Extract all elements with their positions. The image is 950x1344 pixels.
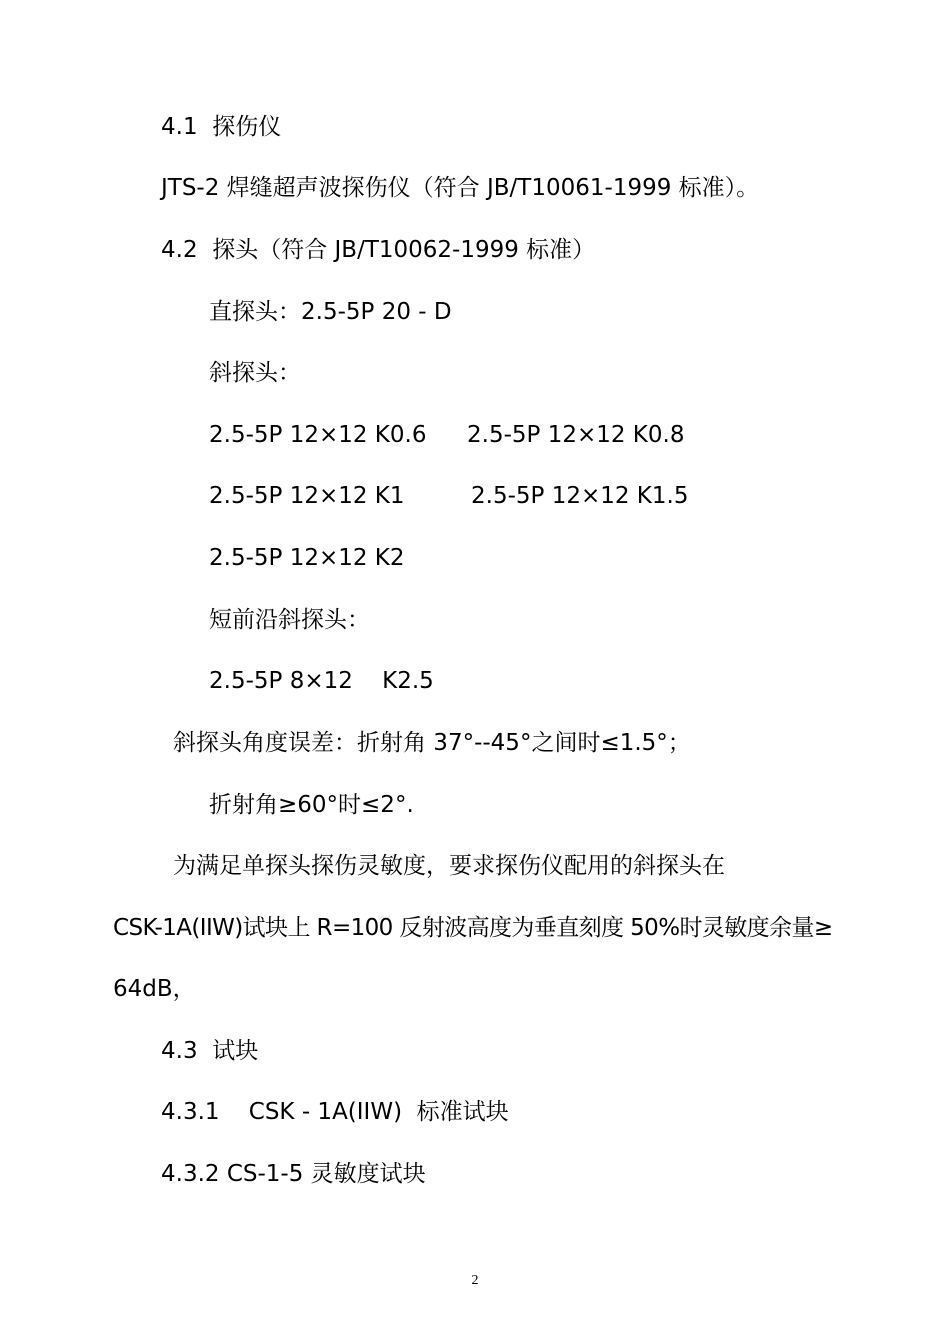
short-probe-label: 短前沿斜探头： — [209, 607, 370, 633]
sensitivity-text-1: 为满足单探头探伤灵敏度，要求探伤仪配用的斜探头在 — [173, 853, 725, 879]
section-heading-4-3: 4.3 试块 — [161, 1038, 259, 1064]
angle-probe-row3-a: 2.5-5P 12×12 K2 — [209, 545, 405, 571]
page-number: 2 — [471, 1273, 479, 1288]
instrument-text: JTS-2 焊缝超声波探伤仪（符合 JB/T10061-1999 标准）。 — [161, 175, 760, 201]
angle-probe-row2-b: 2.5-5P 12×12 K1.5 — [471, 483, 689, 509]
angle-probe-row1-a: 2.5-5P 12×12 K0.6 — [209, 422, 427, 448]
short-probe-text: 2.5-5P 8×12 K2.5 — [209, 668, 434, 694]
sensitivity-text-2: CSK-1A(IIW)试块上 R=100 反射波高度为垂直刻度 50%时灵敏度余量≥ — [113, 915, 833, 941]
angle-probe-label: 斜探头： — [209, 360, 301, 386]
straight-probe-text: 直探头：2.5-5P 20 - D — [209, 299, 452, 325]
angle-error-text-2: 折射角≥60°时≤2°. — [209, 792, 414, 818]
sensitivity-text-3: 64dB， — [113, 976, 196, 1002]
section-heading-4-3-1: 4.3.1 CSK - 1A(IIW) 标准试块 — [161, 1099, 509, 1125]
angle-probe-row1-b: 2.5-5P 12×12 K0.8 — [467, 422, 685, 448]
angle-probe-row2-a: 2.5-5P 12×12 K1 — [209, 483, 405, 509]
section-heading-4-1: 4.1 探伤仪 — [161, 114, 282, 140]
section-heading-4-3-2: 4.3.2 CS-1-5 灵敏度试块 — [161, 1161, 426, 1187]
angle-error-text-1: 斜探头角度误差：折射角 37°--45°之间时≤1.5°； — [173, 730, 691, 756]
section-heading-4-2: 4.2 探头（符合 JB/T10062-1999 标准） — [161, 237, 596, 263]
